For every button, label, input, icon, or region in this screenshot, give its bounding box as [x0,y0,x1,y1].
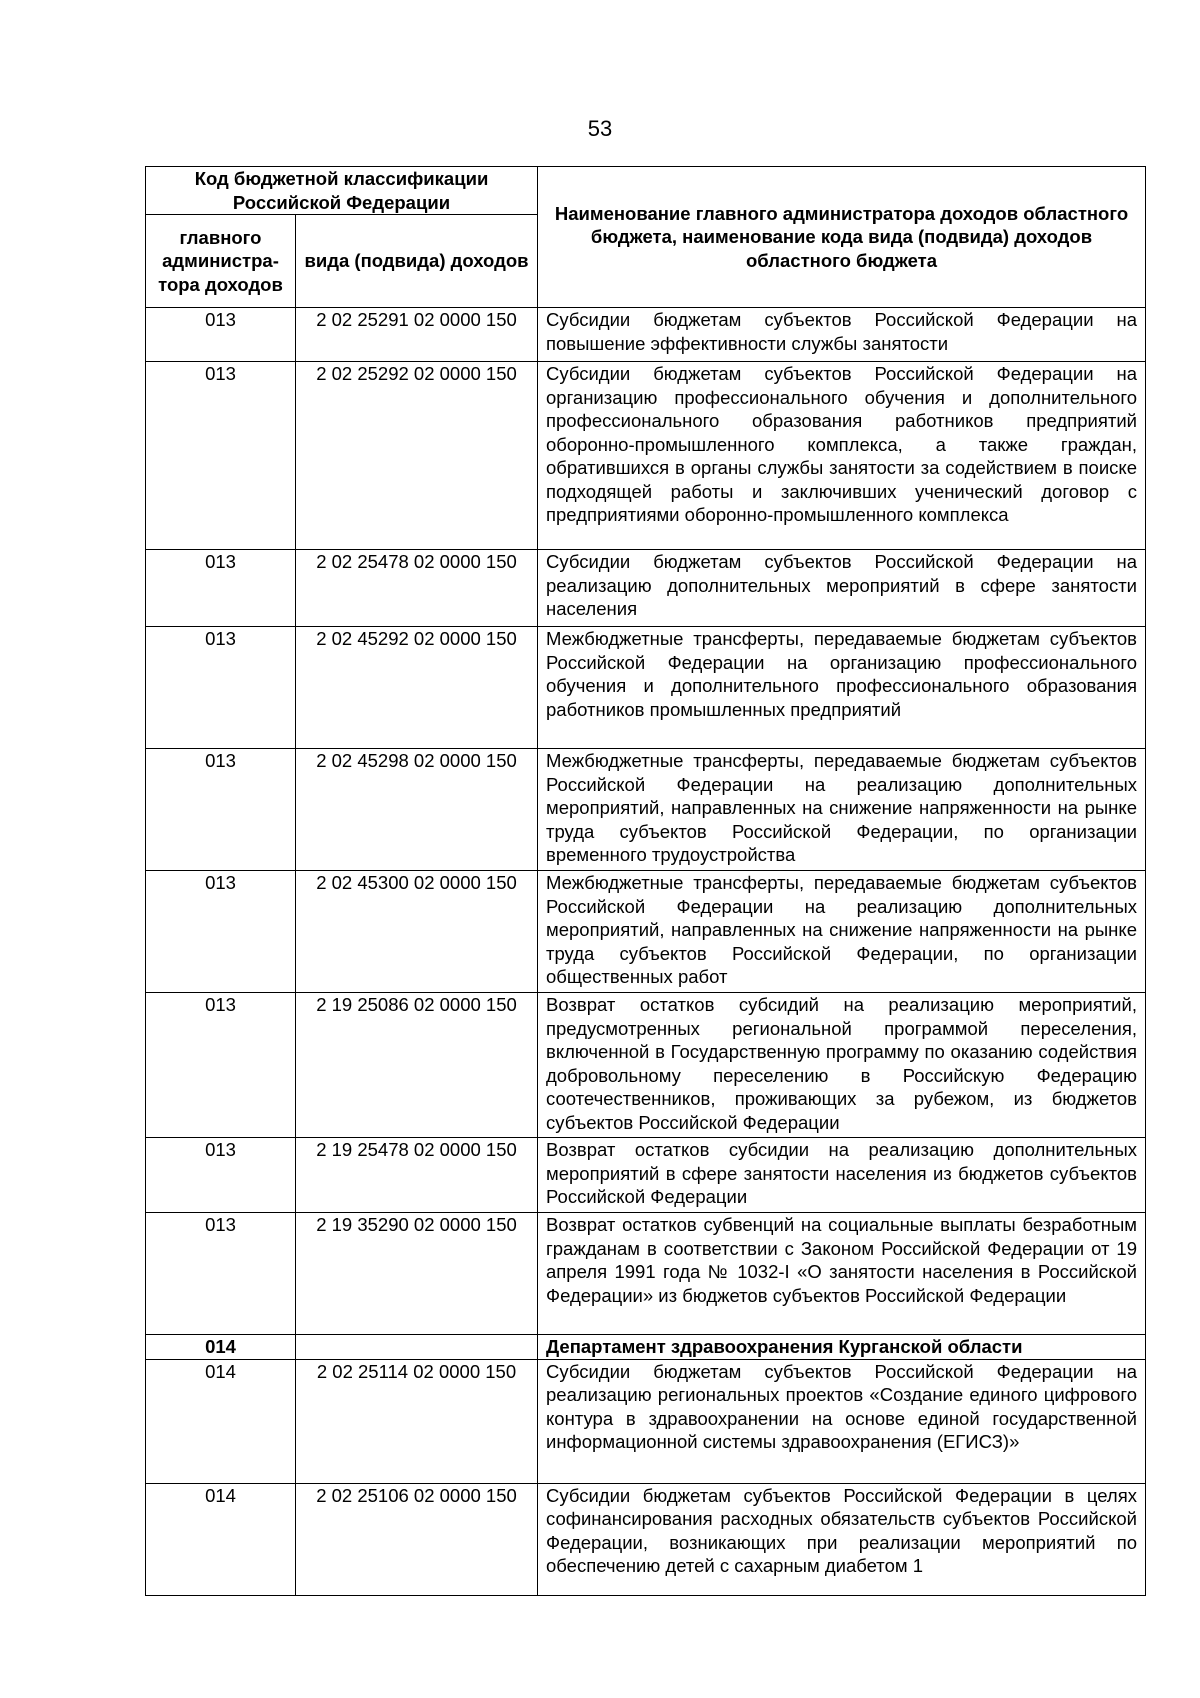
table-row [146,627,1146,749]
admin-code-cell: 014 [146,1359,296,1483]
income-name-cell: Субсидии бюджетам субъектов Российской Федерации в целях софинансирования расходных обязательств субъектов Российской Федерации, возникающих при реализации мероприятий по обеспечению детей с сахарным диабетом 1 [538,1483,1146,1595]
income-name-cell: Субсидии бюджетам субъектов Российской Федерации на реализацию региональных проектов «Создание единого цифрового контура в здравоохранении на основе единой государственной информационной системы здравоохранения (ЕГИСЗ)» [538,1359,1146,1483]
budget-classification-table [145,166,1146,1596]
table-row [146,1359,1146,1483]
income-code-cell: 2 02 25106 02 0000 150 [296,1483,538,1595]
income-code-cell: 2 02 25114 02 0000 150 [296,1359,538,1483]
admin-code-cell: 013 [146,749,296,871]
admin-code-cell: 013 [146,871,296,993]
table-row [146,1213,1146,1335]
income-name-cell: Возврат остатков субсидий на реализацию мероприятий, предусмотренных региональной программой переселения, включенной в Государственную программу по оказанию содействия добровольному переселению в Российскую Федерацию соотечественников, проживающих за рубежом, из бюджетов субъектов Российской Федерации [538,993,1146,1138]
income-code-cell: 2 02 45298 02 0000 150 [296,749,538,871]
admin-code-cell: 013 [146,1213,296,1335]
table-row [146,871,1146,993]
table-row [146,993,1146,1138]
income-name-cell: Субсидии бюджетам субъектов Российской Федерации на организацию профессионального обучения и дополнительного профессионального образования работников предприятий оборонно-промышленного комплекса, а также граждан, обратившихся в органы службы занятости за содействием в поиске подходящей работы и заключивших ученический договор с предприятиями оборонно-промышленного комплекса [538,362,1146,550]
table-row [146,749,1146,871]
admin-code-cell: 014 [146,1335,296,1360]
income-code-cell: 2 19 25478 02 0000 150 [296,1138,538,1213]
admin-code-cell: 013 [146,993,296,1138]
income-name-cell: Межбюджетные трансферты, передаваемые бюджетам субъектов Российской Федерации на реализацию дополнительных мероприятий, направленных на снижение напряженности на рынке труда субъектов Российской Федерации, по организации временного трудоустройства [538,749,1146,871]
admin-code-cell: 013 [146,362,296,550]
table-row [146,1138,1146,1213]
income-name-cell: Возврат остатков субсидии на реализацию дополнительных мероприятий в сфере занятости населения из бюджетов субъектов Российской Федерации [538,1138,1146,1213]
admin-code-cell: 014 [146,1483,296,1595]
income-code-cell: 2 02 45292 02 0000 150 [296,627,538,749]
income-code-cell: 2 02 25291 02 0000 150 [296,308,538,362]
admin-code-cell: 013 [146,627,296,749]
page-number: 53 [587,116,613,141]
income-name-cell: Субсидии бюджетам субъектов Российской Федерации на повышение эффективности службы занятости [538,308,1146,362]
income-name-cell: Межбюджетные трансферты, передаваемые бюджетам субъектов Российской Федерации на реализацию дополнительных мероприятий, направленных на снижение напряженности на рынке труда субъектов Российской Федерации, по организации общественных работ [538,871,1146,993]
income-code-cell [296,1335,538,1360]
income-name-cell: Департамент здравоохранения Курганской области [538,1335,1146,1360]
admin-code-cell: 013 [146,308,296,362]
header-budget-code-group: Код бюджетной классификации Российской Федерации [146,167,538,215]
table-row [146,1483,1146,1595]
income-code-cell: 2 02 25478 02 0000 150 [296,550,538,627]
table-row [146,308,1146,362]
income-name-cell: Субсидии бюджетам субъектов Российской Федерации на реализацию дополнительных мероприятий в сфере занятости населения [538,550,1146,627]
table-row [146,550,1146,627]
income-code-cell: 2 19 35290 02 0000 150 [296,1213,538,1335]
income-code-cell: 2 02 45300 02 0000 150 [296,871,538,993]
income-name-cell: Межбюджетные трансферты, передаваемые бюджетам субъектов Российской Федерации на организацию профессионального обучения и дополнительного профессионального образования работников промышленных предприятий [538,627,1146,749]
table-row [146,362,1146,550]
header-code-column: вида (подвида) доходов [296,215,538,308]
admin-code-cell: 013 [146,550,296,627]
admin-code-cell: 013 [146,1138,296,1213]
income-code-cell: 2 19 25086 02 0000 150 [296,993,538,1138]
header-name-column: Наименование главного администратора доходов областного бюджета, наименование кода вида (подвида) доходов областного бюджета [538,167,1146,308]
income-code-cell: 2 02 25292 02 0000 150 [296,362,538,550]
department-row [146,1335,1146,1360]
income-name-cell: Возврат остатков субвенций на социальные выплаты безработным гражданам в соответствии с Законом Российской Федерации от 19 апреля 1991 года № 1032-I «О занятости населения в Российской Федерации» из бюджетов субъектов Российской Федерации [538,1213,1146,1335]
table-body [146,308,1146,1596]
header-admin-column: главного администра-тора доходов [146,215,296,308]
